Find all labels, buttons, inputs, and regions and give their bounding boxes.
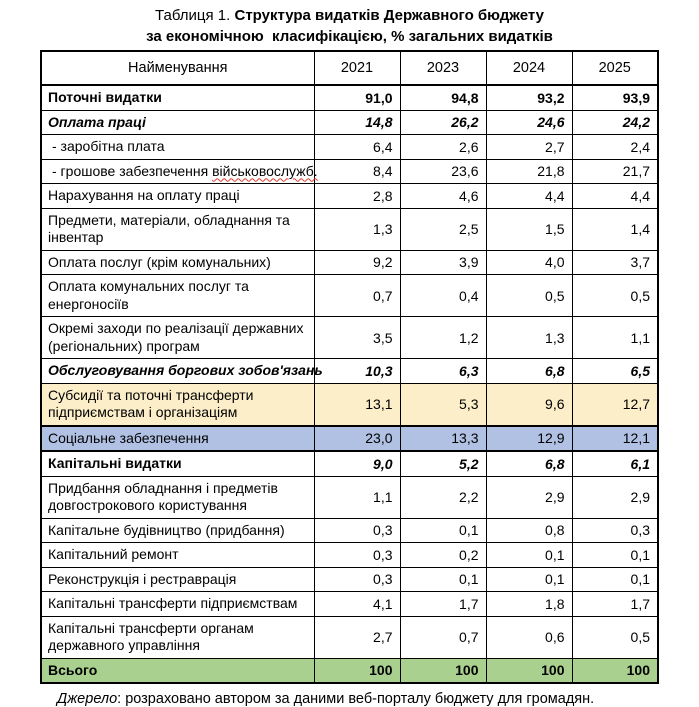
value-cell: 4,0 — [486, 250, 572, 275]
value-cell: 1,8 — [486, 592, 572, 617]
table-row — [41, 518, 658, 543]
col-header-2021: 2021 — [314, 51, 400, 85]
value-cell: 4,4 — [572, 184, 658, 209]
value-cell: 0,1 — [572, 567, 658, 592]
table-row — [41, 250, 658, 275]
value-cell: 1,7 — [572, 592, 658, 617]
value-cell: 100 — [400, 658, 486, 683]
value-cell: 21,8 — [486, 159, 572, 184]
value-cell: 0,4 — [400, 275, 486, 317]
value-cell: 13,3 — [400, 426, 486, 452]
value-cell: 9,0 — [314, 451, 400, 476]
value-cell: 0,1 — [486, 543, 572, 568]
value-cell: 2,5 — [400, 208, 486, 250]
value-cell: 1,1 — [572, 317, 658, 359]
row-label — [41, 85, 314, 110]
row-label-text: Оплата послуг (крім комунальних) — [48, 253, 271, 270]
value-cell: 100 — [572, 658, 658, 683]
value-cell: 0,1 — [400, 518, 486, 543]
table-row — [41, 592, 658, 617]
table-row — [41, 135, 658, 160]
value-cell: 6,5 — [572, 359, 658, 384]
value-cell: 12,7 — [572, 383, 658, 426]
value-cell: 1,1 — [314, 476, 400, 518]
value-cell: 0,3 — [314, 543, 400, 568]
value-cell: 2,6 — [400, 135, 486, 160]
table-row — [41, 317, 658, 359]
value-cell: 1,3 — [486, 317, 572, 359]
value-cell: 6,3 — [400, 359, 486, 384]
row-label — [41, 159, 318, 184]
value-cell: 0,7 — [400, 616, 486, 658]
value-cell: 0,3 — [572, 518, 658, 543]
table-row — [41, 658, 658, 683]
row-label-text: Капітальні видатки — [48, 455, 182, 471]
value-cell: 5,2 — [400, 451, 486, 476]
value-cell: 3,5 — [314, 317, 400, 359]
row-label — [41, 567, 314, 592]
value-cell: 93,9 — [572, 85, 658, 110]
table-row — [41, 110, 658, 135]
table-row — [41, 426, 658, 452]
source-text: : розраховано автором за даними веб-порталу бюджету для громадян. — [117, 691, 595, 707]
table-title-line2: за економічною класифікацією, % загальних видатків — [146, 28, 553, 45]
row-label-text: Капітальне будівництво (придбання) — [48, 521, 285, 538]
value-cell: 0,3 — [314, 567, 400, 592]
table-row — [41, 184, 658, 209]
value-cell: 10,3 — [314, 359, 400, 384]
header-row — [41, 51, 658, 85]
value-cell: 94,8 — [400, 85, 486, 110]
value-cell: 2,4 — [572, 135, 658, 160]
value-cell: 93,2 — [486, 85, 572, 110]
row-label — [41, 359, 323, 384]
row-label — [41, 208, 314, 250]
table-body — [41, 85, 658, 683]
table-row — [41, 159, 658, 184]
table-row — [41, 543, 658, 568]
value-cell: 1,5 — [486, 208, 572, 250]
row-label-text: - грошове забезпечення — [52, 162, 213, 179]
value-cell: 3,7 — [572, 250, 658, 275]
value-cell: 1,3 — [314, 208, 400, 250]
row-label-text: Капітальні трансферти органам державного управління — [48, 619, 254, 653]
row-label — [41, 616, 314, 658]
row-label — [41, 135, 314, 160]
value-cell: 4,6 — [400, 184, 486, 209]
row-label-text: Придбання обладнання і предметів довгострокового користування — [48, 479, 278, 513]
row-label-text: Поточні видатки — [48, 89, 162, 105]
value-cell: 2,9 — [486, 476, 572, 518]
value-cell: 2,2 — [400, 476, 486, 518]
value-cell: 21,7 — [572, 159, 658, 184]
value-cell: 100 — [314, 658, 400, 683]
row-label — [41, 426, 314, 452]
value-cell: 6,1 — [572, 451, 658, 476]
table-row — [41, 451, 658, 476]
value-cell: 5,3 — [400, 383, 486, 426]
value-cell: 23,6 — [400, 159, 486, 184]
value-cell: 0,3 — [314, 518, 400, 543]
value-cell: 0,5 — [572, 616, 658, 658]
table-row — [41, 208, 658, 250]
row-label — [41, 275, 314, 317]
row-label — [41, 658, 314, 683]
value-cell: 0,2 — [400, 543, 486, 568]
value-cell: 24,6 — [486, 110, 572, 135]
table-title — [0, 0, 699, 47]
row-label — [41, 110, 314, 135]
table-row — [41, 85, 658, 110]
value-cell: 0,1 — [572, 543, 658, 568]
value-cell: 91,0 — [314, 85, 400, 110]
row-label — [41, 476, 314, 518]
row-label-text: Соціальне забезпечення — [48, 429, 209, 446]
row-label-text: Всього — [48, 661, 98, 678]
value-cell: 8,4 — [314, 159, 400, 184]
table-row — [41, 275, 658, 317]
col-header-2024: 2024 — [486, 51, 572, 85]
value-cell: 23,0 — [314, 426, 400, 452]
row-label — [41, 250, 314, 275]
table-row — [41, 567, 658, 592]
value-cell: 100 — [486, 658, 572, 683]
value-cell: 3,9 — [400, 250, 486, 275]
budget-table — [40, 50, 659, 684]
row-label — [41, 317, 314, 359]
row-label-text: Капітальний ремонт — [48, 546, 179, 562]
row-label-text: Окремі заходи по реалізації державних (регіональних) програм — [48, 320, 304, 354]
value-cell: 6,8 — [486, 359, 572, 384]
value-cell: 0,1 — [486, 567, 572, 592]
value-cell: 6,8 — [486, 451, 572, 476]
value-cell: 6,4 — [314, 135, 400, 160]
value-cell: 2,9 — [572, 476, 658, 518]
value-cell: 2,8 — [314, 184, 400, 209]
row-label — [41, 518, 314, 543]
spellcheck-underlined-text: військовослужб. — [212, 162, 318, 179]
value-cell: 0,6 — [486, 616, 572, 658]
table-title-prefix: Таблиця 1. — [155, 7, 235, 24]
row-label-text: Предмети, матеріали, обладнання та інвентар — [48, 211, 290, 245]
row-label-text: Реконструкція і рестраврація — [48, 570, 237, 587]
value-cell: 1,7 — [400, 592, 486, 617]
row-label-text: Субсидії та поточні трансферти підприємствам і організаціям — [48, 386, 254, 420]
value-cell: 9,2 — [314, 250, 400, 275]
row-label-text: - заробітна плата — [52, 138, 165, 154]
row-label-text: Обслуговування боргових зобов'язань — [48, 362, 323, 378]
row-label — [41, 383, 314, 426]
value-cell: 0,1 — [400, 567, 486, 592]
value-cell: 1,2 — [400, 317, 486, 359]
row-label-text: Капітальні трансферти підприємствам — [48, 595, 298, 611]
value-cell: 24,2 — [572, 110, 658, 135]
col-header-2023: 2023 — [400, 51, 486, 85]
value-cell: 0,8 — [486, 518, 572, 543]
table-row — [41, 383, 658, 426]
value-cell: 0,5 — [486, 275, 572, 317]
value-cell: 4,4 — [486, 184, 572, 209]
col-header-2025: 2025 — [572, 51, 658, 85]
value-cell: 0,7 — [314, 275, 400, 317]
row-label — [41, 184, 314, 209]
row-label-text: Оплата комунальних послуг та енергоносіїв — [48, 278, 249, 312]
table-title-line1: Структура видатків Державного бюджету — [234, 7, 544, 24]
value-cell: 2,7 — [486, 135, 572, 160]
row-label — [41, 543, 314, 568]
table-row — [41, 476, 658, 518]
row-label — [41, 592, 314, 617]
row-label — [41, 451, 314, 476]
row-label-text: Нарахування на оплату праці — [48, 187, 240, 203]
value-cell: 13,1 — [314, 383, 400, 426]
source-note — [57, 691, 699, 707]
value-cell: 12,9 — [486, 426, 572, 452]
value-cell: 4,1 — [314, 592, 400, 617]
value-cell: 1,4 — [572, 208, 658, 250]
source-label: Джерело — [57, 691, 118, 707]
col-header-name: Найменування — [41, 51, 314, 85]
value-cell: 9,6 — [486, 383, 572, 426]
value-cell: 2,7 — [314, 616, 400, 658]
table-row — [41, 359, 658, 384]
value-cell: 26,2 — [400, 110, 486, 135]
value-cell: 12,1 — [572, 426, 658, 452]
value-cell: 14,8 — [314, 110, 400, 135]
value-cell: 0,5 — [572, 275, 658, 317]
row-label-text: Оплата праці — [48, 113, 146, 130]
table-row — [41, 616, 658, 658]
